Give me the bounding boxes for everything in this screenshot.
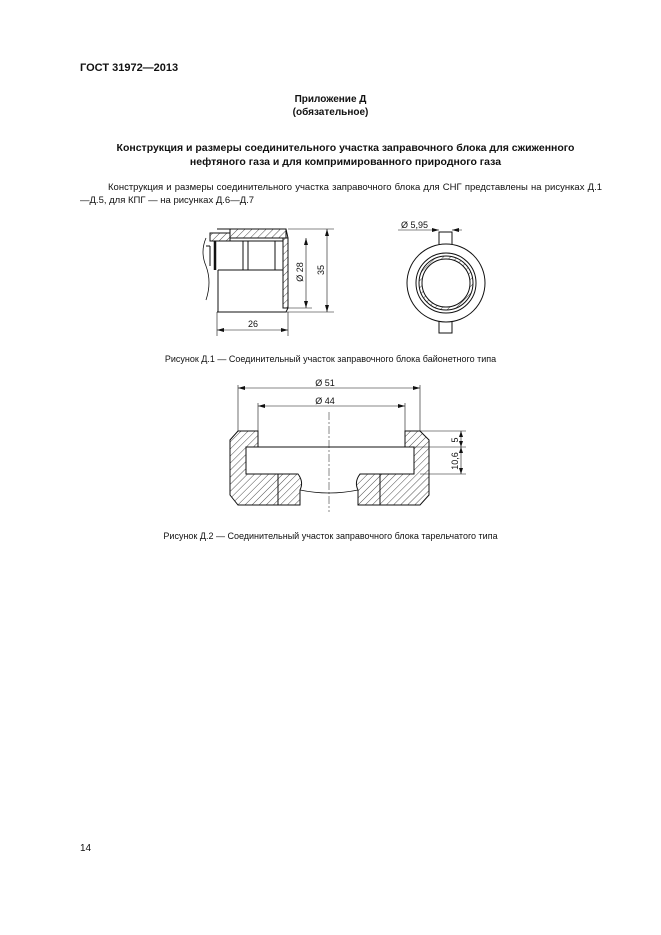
- figure1-side-view: [203, 229, 334, 336]
- intro-paragraph: Конструкция и размеры соединительного участка заправочного блока для СНГ представлены на рисунках Д.1—Д.5, для КПГ — на рисунках Д.6—Д.7: [80, 182, 602, 206]
- dim-outer-diameter-51: Ø 51: [315, 378, 335, 388]
- figure2-caption: Рисунок Д.2 — Соединительный участок заправочного блока тарельчатого типа: [163, 531, 498, 541]
- appendix-status: (обязательное): [292, 107, 369, 118]
- page-number: 14: [80, 843, 92, 854]
- dim-recess-depth-5: 5: [450, 437, 460, 443]
- figure1-end-arrows: [432, 228, 459, 232]
- dim-height-10-6: 10,6: [450, 452, 460, 470]
- section-title: Конструкция и размеры соединительного участка заправочного блока для сжиженного нефтяного газа и для компримированного природного газа: [116, 142, 575, 168]
- figure1-arrows: [217, 229, 329, 332]
- dim-width-26: 26: [247, 319, 259, 329]
- figure1-caption: Рисунок Д.1 — Соединительный участок заправочного блока байонетного типа: [164, 354, 497, 364]
- figure1-end-view: [398, 230, 485, 333]
- dim-height-35: 35: [316, 264, 326, 276]
- document-header: ГОСТ 31972—2013: [80, 62, 179, 74]
- dim-inner-diameter-44: Ø 44: [315, 396, 335, 406]
- figure2-section-view: [230, 385, 466, 512]
- dim-pin-diameter: Ø 5,95: [401, 220, 429, 230]
- appendix-title: Приложение Д: [294, 94, 367, 105]
- dim-inner-diameter-28: Ø 28: [295, 262, 305, 282]
